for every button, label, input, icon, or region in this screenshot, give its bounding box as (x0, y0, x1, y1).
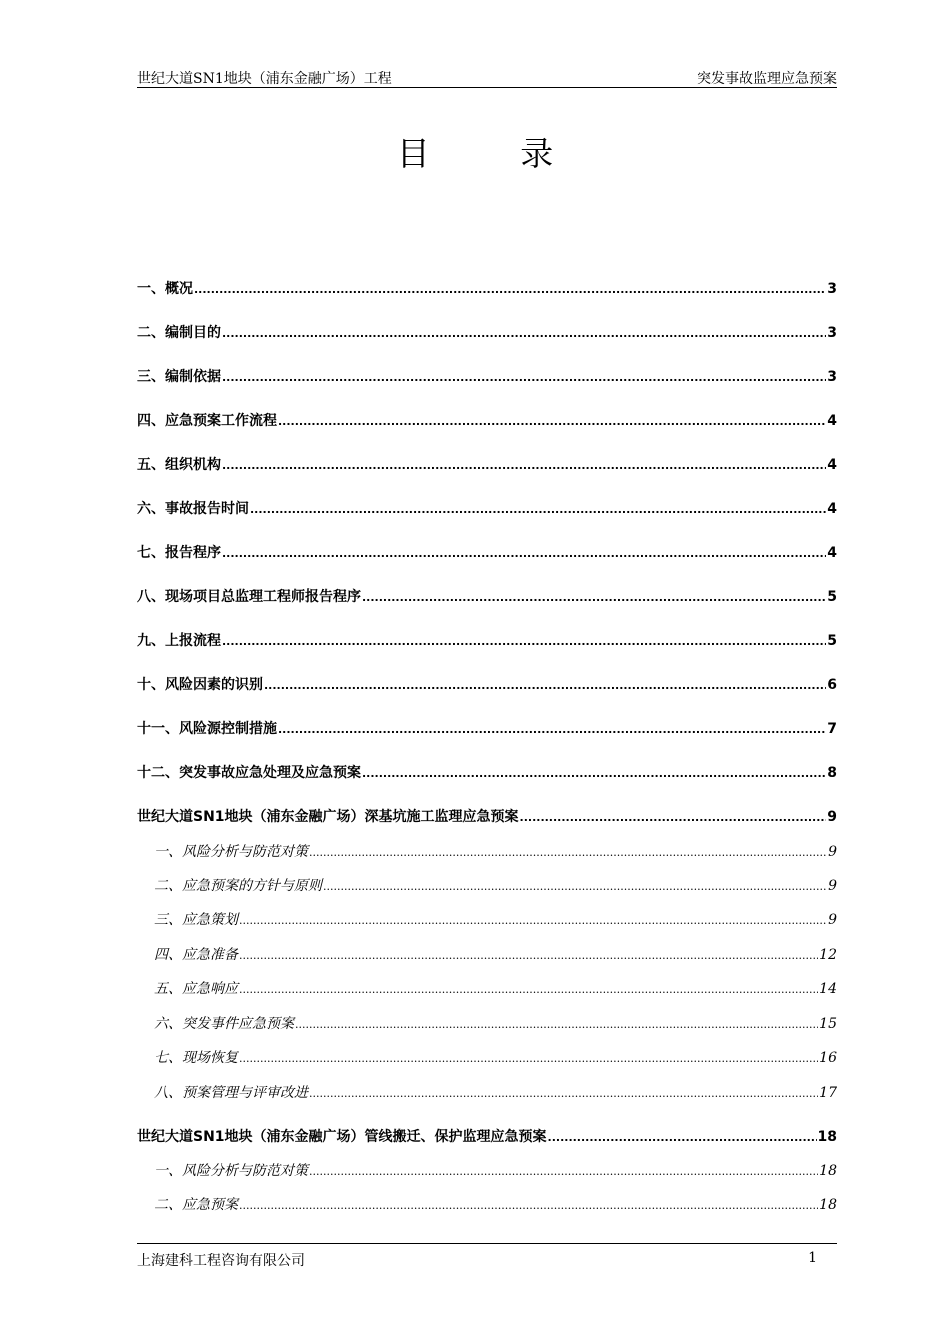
toc-entry[interactable]: 七、报告程序 ..... 4 (137, 542, 837, 564)
toc-subentry[interactable]: 一、风险分析与防范对策 ..... 18 (137, 1160, 837, 1182)
toc-entry[interactable]: 五、组织机构 ..... 4 (137, 454, 837, 476)
toc-section-entry[interactable]: 世纪大道SN1地块（浦东金融广场）深基坑施工监理应急预案 ..... 9 (137, 806, 837, 828)
page-header (137, 66, 837, 88)
toc-subentry[interactable]: 七、现场恢复 ..... 16 (137, 1047, 837, 1069)
toc-subentry[interactable]: 六、突发事件应急预案 ..... 15 (137, 1013, 837, 1035)
toc-title: 目 录 (396, 134, 594, 173)
toc-subentry[interactable]: 八、预案管理与评审改进 ..... 17 (137, 1082, 837, 1104)
toc-entry[interactable]: 九、上报流程 ..... 5 (137, 630, 837, 652)
toc-entry[interactable]: 四、应急预案工作流程 ..... 4 (137, 410, 837, 432)
page-footer (137, 1243, 837, 1269)
toc-entry[interactable]: 六、事故报告时间 ..... 4 (137, 498, 837, 520)
toc-entry[interactable]: 三、编制依据 ..... 3 (137, 366, 837, 388)
toc-section-entry[interactable]: 世纪大道SN1地块（浦东金融广场）管线搬迁、保护监理应急预案 ..... 18 (137, 1126, 837, 1148)
toc-subentry[interactable]: 五、应急响应 ..... 14 (137, 978, 837, 1000)
toc-entry[interactable]: 一、概况 ..... 3 (137, 278, 837, 300)
toc-subentry[interactable]: 二、应急预案 ..... 18 (137, 1194, 837, 1216)
footer-company: 上海建科工程咨询有限公司 (137, 1253, 305, 1269)
toc-subentry[interactable]: 一、风险分析与防范对策 ..... 9 (137, 841, 837, 863)
toc-subentry[interactable]: 三、应急策划 ..... 9 (137, 909, 837, 931)
toc-entry[interactable]: 十一、风险源控制措施 ..... 7 (137, 718, 837, 740)
toc-entry[interactable]: 二、编制目的 ..... 3 (137, 322, 837, 344)
toc-subentry[interactable]: 二、应急预案的方针与原则 ..... 9 (137, 875, 837, 897)
toc-entry[interactable]: 十二、突发事故应急处理及应急预案 ..... 8 (137, 762, 837, 784)
toc-entry[interactable]: 八、现场项目总监理工程师报告程序 ..... 5 (137, 586, 837, 608)
header-project-name: 世纪大道SN1地块（浦东金融广场）工程 (137, 71, 392, 87)
toc-subentry[interactable]: 四、应急准备 ..... 12 (137, 944, 837, 966)
footer-page-number: 1 (808, 1250, 817, 1266)
header-document-name: 突发事故监理应急预案 (697, 71, 837, 87)
toc-entry[interactable]: 十、风险因素的识别 ..... 6 (137, 674, 837, 696)
